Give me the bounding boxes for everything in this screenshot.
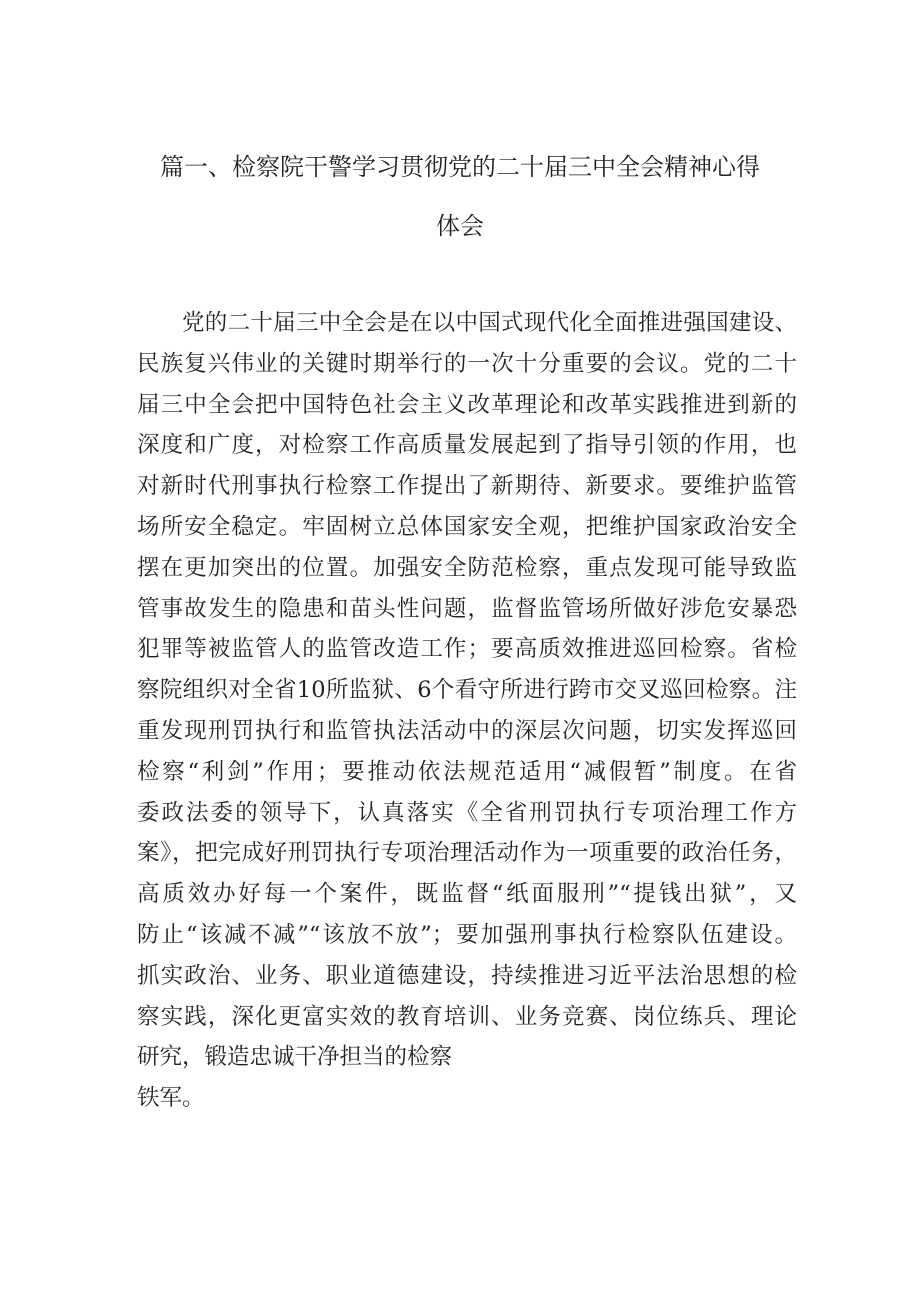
- body-line: 研究，锻造忠诚干净担当的检察: [137, 1044, 453, 1071]
- body-line: 抓实政治、业务、职业道德建设，持续推进习近平法治思想的检: [137, 962, 797, 989]
- body-line: 重发现刑罚执行和监管执法活动中的深层次问题，切实发挥巡回: [137, 717, 797, 744]
- body-line: 察院组织对全省10所监狱、6个看守所进行跨市交叉巡回检察。注: [137, 677, 797, 704]
- body-line: 察实践，深化更富实效的教育培训、业务竞赛、岗位练兵、理论: [137, 1003, 797, 1030]
- document-title-line-2: 体会: [436, 212, 484, 240]
- document-title-line-1: 篇一、检察院干警学习贯彻党的二十届三中全会精神心得: [160, 153, 760, 181]
- body-line: 管事故发生的隐患和苗头性问题，监督监管场所做好涉危安暴恐: [137, 595, 797, 622]
- body-line: 场所安全稳定。牢固树立总体国家安全观，把维护国家政治安全: [137, 513, 797, 540]
- document-body: [137, 303, 797, 1119]
- body-line: 铁军。: [137, 1085, 205, 1112]
- body-line: 高质效办好每一个案件，既监督“纸面服刑”“提钱出狱”，又: [137, 881, 797, 908]
- body-line: 对新时代刑事执行检察工作提出了新期待、新要求。要维护监管: [137, 473, 797, 500]
- body-line: 届三中全会把中国特色社会主义改革理论和改革实践推进到新的: [137, 391, 797, 418]
- body-line: 民族复兴伟业的关键时期举行的一次十分重要的会议。党的二十: [137, 350, 797, 377]
- body-line: 检察“利剑”作用；要推动依法规范适用“减假暂”制度。在省: [137, 758, 797, 785]
- body-line: 摆在更加突出的位置。加强安全防范检察，重点发现可能导致监: [137, 554, 797, 581]
- body-line: 犯罪等被监管人的监管改造工作；要高质效推进巡回检察。省检: [137, 636, 797, 663]
- body-line: 党的二十届三中全会是在以中国式现代化全面推进强国建设、: [182, 310, 797, 336]
- body-line: 防止“该减不减”“该放不放”；要加强刑事执行检察队伍建设。: [137, 921, 797, 948]
- body-line: 案》，把完成好刑罚执行专项治理活动作为一项重要的政治任务，: [137, 840, 797, 867]
- body-line: 深度和广度，对检察工作高质量发展起到了指导引领的作用，也: [137, 432, 797, 459]
- body-line: 委政法委的领导下，认真落实《全省刑罚执行专项治理工作方: [137, 799, 797, 826]
